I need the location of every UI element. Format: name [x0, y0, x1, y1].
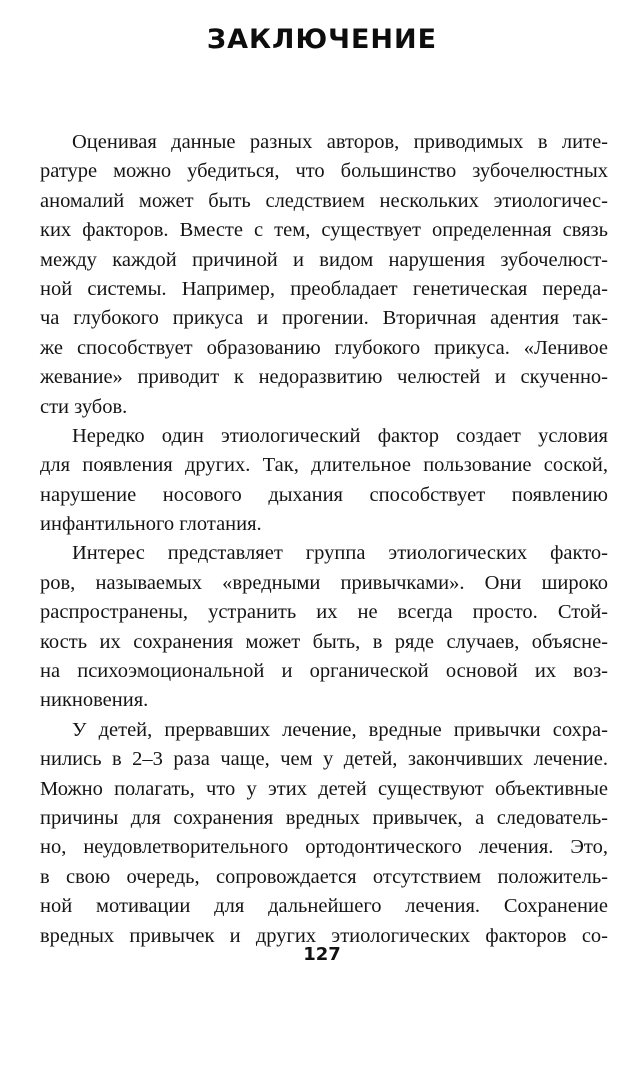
text-line: распространены, устранить их не всегда просто. Стой-	[40, 601, 608, 624]
text-line: но, неудовлетворительного ортодонтического лечения. Это,	[40, 836, 608, 859]
text-line: между каждой причиной и видом нарушения зубочелюст-	[40, 248, 608, 271]
text-line: ной системы. Например, преобладает генетическая переда-	[40, 277, 608, 300]
chapter-title: ЗАКЛЮЧЕНИЕ	[206, 24, 438, 55]
paragraph	[40, 539, 608, 715]
text-line: жевание» приводит к недоразвитию челюстей и скученно-	[40, 366, 608, 389]
body-text	[40, 128, 608, 951]
text-line: никновения.	[40, 689, 149, 712]
text-line: ров, называемых «вредными привычками». Они широко	[40, 571, 608, 594]
text-line: кость их сохранения может быть, в ряде случаев, объясне-	[40, 630, 608, 653]
text-line: причины для сохранения вредных привычек, а следователь-	[40, 806, 608, 829]
paragraph	[40, 716, 608, 951]
text-line: вредных привычек и других этиологических факторов со-	[40, 924, 608, 947]
text-line: Интерес представляет группа этиологических факто-	[72, 542, 608, 565]
text-line: аномалий может быть следствием нескольких этиологичес-	[40, 189, 608, 212]
paragraph	[40, 422, 608, 540]
text-line: инфантильного глотания.	[40, 513, 262, 536]
text-line: на психоэмоциональной и органической основой их воз-	[40, 660, 608, 683]
text-line: же способствует образованию глубокого прикуса. «Ленивое	[40, 336, 608, 359]
text-line: ратуре можно убедиться, что большинство зубочелюстных	[40, 160, 608, 183]
text-line: ча глубокого прикуса и прогении. Вторичная адентия так-	[40, 307, 608, 330]
text-line: нарушение носового дыхания способствует появлению	[40, 483, 608, 506]
text-line: сти зубов.	[40, 395, 128, 418]
text-line: для появления других. Так, длительное пользование соской,	[40, 454, 608, 477]
paragraph	[40, 128, 608, 422]
page-number: 127	[303, 944, 341, 965]
text-line: нились в 2–3 раза чаще, чем у детей, закончивших лечение.	[40, 748, 608, 771]
text-line: в свою очередь, сопровождается отсутствием положитель-	[40, 865, 608, 888]
text-line: Оценивая данные разных авторов, приводимых в лите-	[72, 131, 608, 153]
text-line: ной мотивации для дальнейшего лечения. Сохранение	[40, 895, 608, 918]
text-line: Нередко один этиологический фактор создает условия	[72, 424, 608, 447]
text-line: Можно полагать, что у этих детей существуют объективные	[40, 777, 608, 800]
text-line: У детей, прервавших лечение, вредные привычки сохра-	[72, 718, 608, 741]
text-line: ких факторов. Вместе с тем, существует определенная связь	[40, 219, 608, 242]
